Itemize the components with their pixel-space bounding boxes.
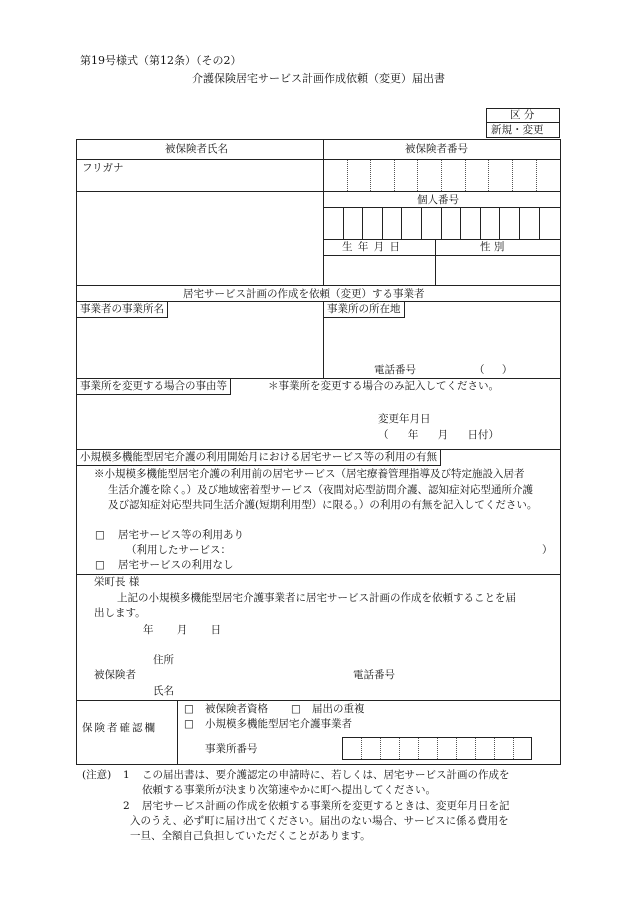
office-address-label: 事業所の所在地: [323, 301, 405, 318]
category-value[interactable]: 新規・変更: [491, 124, 544, 136]
change-reason-label: 事業所を変更する場合の事由等: [76, 378, 231, 395]
checkbox-services-used[interactable]: □: [95, 529, 105, 541]
form-number: 第19号様式（第12条）（その2）: [80, 54, 242, 67]
birthdate-input[interactable]: [325, 257, 433, 284]
personal-number-label: 個人番号: [417, 194, 459, 206]
address-label: 住所: [153, 654, 174, 666]
declaration-phone-input[interactable]: [410, 667, 550, 681]
furigana-label: フリガナ: [82, 162, 124, 174]
duplicate-label: 届出の重複: [312, 703, 365, 715]
checkbox-duplicate[interactable]: □: [291, 703, 301, 715]
note-1-line-1: この届出書は、要介護認定の申請時に、若しくは、居宅サービス計画の作成を: [142, 769, 510, 781]
note-2-line-2: 入のうえ、必ず町に届け出てください。届出のない場合、サービスに係る費用を: [130, 815, 509, 827]
insured-name-label: 被保険者氏名: [165, 143, 228, 155]
option-services-used: 居宅サービス等の利用あり: [118, 529, 244, 541]
small-scale-note-1: ※小規模多機能型居宅介護の利用前の居宅サービス（居宅療養管理指導及び特定施設入居者: [94, 468, 525, 480]
office-name-label: 事業者の事業所名: [76, 301, 168, 318]
name-input[interactable]: [185, 683, 385, 697]
office-name-input[interactable]: [80, 320, 320, 376]
declaration-phone-label: 電話番号: [353, 669, 395, 681]
used-services-close: ）: [542, 544, 553, 556]
change-date-input[interactable]: （ 年 月 日付）: [378, 429, 500, 441]
checkbox-services-not-used[interactable]: □: [95, 559, 105, 571]
addressee: 栄町長 様: [94, 576, 140, 588]
small-scale-title: 小規模多機能型居宅介護の利用開始月における居宅サービス等の利用の有無: [76, 449, 441, 466]
change-date-label: 変更年月日: [378, 413, 431, 425]
small-scale-note-3: 及び認知症対応型共同生活介護(短期利用型）に限る。）の利用の有無を記入してください。: [108, 499, 538, 511]
insured-name-input[interactable]: [82, 196, 316, 280]
change-reason-input[interactable]: [80, 398, 360, 446]
used-services-input[interactable]: [238, 544, 538, 557]
office-address-input[interactable]: [327, 320, 557, 360]
option-services-not-used: 居宅サービスの利用なし: [118, 559, 234, 571]
insured-number-label: 被保険者番号: [405, 143, 468, 155]
declaration-date[interactable]: 年 月 日: [143, 624, 222, 636]
insured-label: 被保険者: [94, 669, 136, 681]
gender-input[interactable]: [437, 257, 559, 284]
small-scale-note-2: 生活介護を除く。）及び地域密着型サービス（夜間対応型訪問介護、認知症対応型通所介護: [108, 484, 534, 496]
used-services-label: （利用したサービス：: [126, 544, 231, 556]
form-title: 介護保険居宅サービス計画作成依頼（変更）届出書: [192, 72, 445, 85]
eligibility-label: 被保険者資格: [205, 703, 268, 715]
note-1-number: 1: [123, 769, 130, 781]
office-number-label: 事業所番号: [205, 743, 258, 755]
provider-label: 小規模多機能型居宅介護事業者: [205, 718, 352, 730]
checkbox-provider[interactable]: □: [184, 718, 194, 730]
note-2-line-3: 一旦、全額自己負担していただくことがあります。: [130, 830, 371, 842]
change-note: ＊事業所を変更する場合のみ記入してください。: [268, 380, 499, 392]
furigana-input[interactable]: [82, 175, 316, 189]
gender-label: 性 別: [480, 241, 505, 253]
category-label: 区 分: [510, 109, 535, 121]
address-input[interactable]: [185, 652, 485, 666]
notes-head: (注意): [82, 769, 112, 781]
personal-number-input[interactable]: [325, 208, 559, 238]
confirmation-label: 保険者確認欄: [82, 722, 157, 734]
name-label: 氏名: [153, 685, 174, 697]
insured-number-input[interactable]: [325, 160, 559, 190]
phone-input[interactable]: （ ）: [474, 364, 513, 376]
checkbox-eligibility[interactable]: □: [184, 703, 194, 715]
phone-label: 電話番号: [374, 364, 416, 376]
note-2-number: 2: [123, 800, 130, 812]
declaration-line-1: 上記の小規模多機能型居宅介護事業者に居宅サービス計画の作成を依頼することを届: [117, 592, 516, 604]
note-1-line-2: 依頼する事業所が決まり次第速やかに町へ提出してください。: [142, 784, 436, 796]
birthdate-label: 生 年 月 日: [342, 241, 402, 253]
declaration-line-2: 出します。: [94, 607, 146, 619]
provider-section-title: 居宅サービス計画の作成を依頼（変更）する事業者: [183, 288, 425, 300]
note-2-line-1: 居宅サービス計画の作成を依頼する事業所を変更するときは、変更年月日を記: [142, 800, 510, 812]
